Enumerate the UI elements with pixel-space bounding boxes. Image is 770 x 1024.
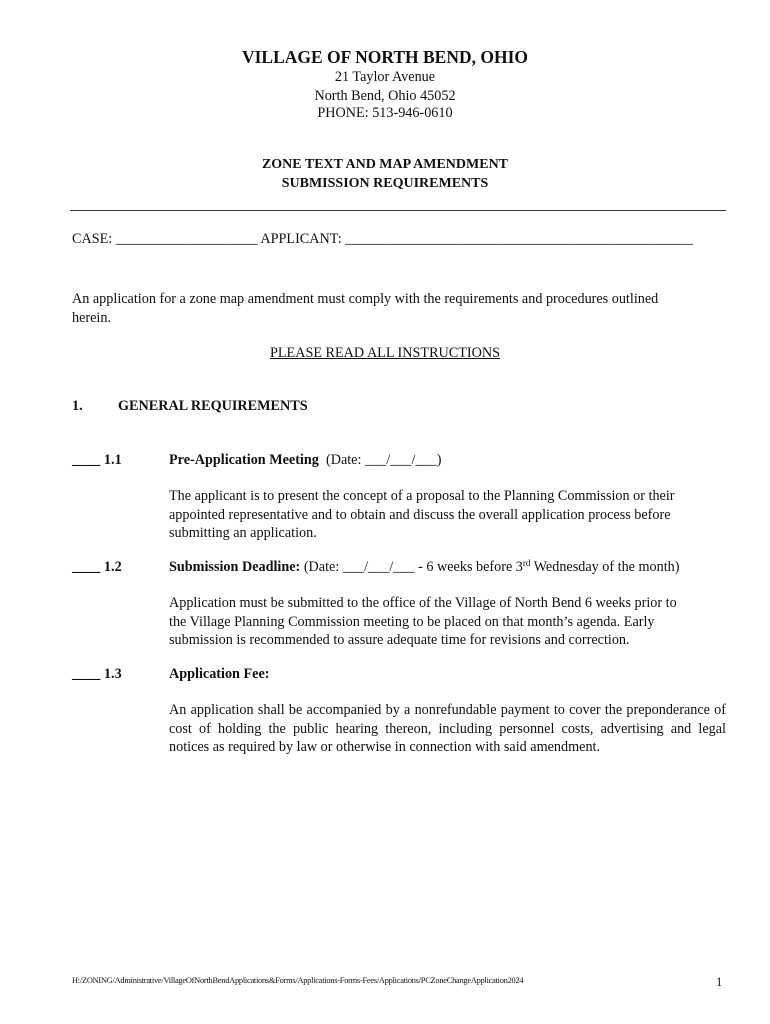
item-date-field: (Date: ___/___/___ - 6 weeks before 3 <box>303 559 523 575</box>
body-line: submitting an application. <box>169 525 317 542</box>
document-title-line1: ZONE TEXT AND MAP AMENDMENT <box>261 157 509 172</box>
body-line: The applicant is to present the concept of a proposal to the Planning Commission or their <box>169 488 675 504</box>
item-number-1-2: ____ 1.2 <box>72 559 122 575</box>
ordinal-suffix: rd <box>522 558 531 568</box>
item-number-1-1: ____ 1.1 <box>72 452 122 468</box>
body-line: appointed representative and to obtain and discuss the overall application process before <box>169 506 671 523</box>
body-line: the Village Planning Commission meeting to be placed on that month’s agenda. Early <box>169 613 655 630</box>
intro-line: herein. <box>72 310 111 326</box>
item-date-field: (Date: ___/___/___) <box>325 452 442 468</box>
instructions-heading <box>0 345 770 362</box>
page-number: 1 <box>716 975 723 989</box>
section-title: GENERAL REQUIREMENTS <box>118 398 308 414</box>
case-applicant-line: CASE: ____________________ APPLICANT: _________________________________________________ <box>72 231 693 247</box>
phone-number: PHONE: 513-946-0610 <box>317 105 453 121</box>
body-line: Application must be submitted to the office of the Village of North Bend 6 weeks prior to <box>169 595 677 611</box>
address-city: North Bend, Ohio 45052 <box>314 88 456 104</box>
address-street: 21 Taylor Avenue <box>334 69 436 85</box>
item-body-1-3: An application shall be accompanied by a nonrefundable payment to cover the preponderance of cost of holding the public hearing thereon, including personnel costs, advertising and legal notices as required by law or otherwise in connection with said amendment. <box>169 702 726 756</box>
footer-file-path: H:/ZONING/Administrative/VillageOfNorthBendApplications&Forms/Applications-Forms-Fees/Applications/PCZoneChangeApplication2024 <box>72 976 524 985</box>
document-title-line2: SUBMISSION REQUIREMENTS <box>281 176 489 191</box>
header-divider <box>70 210 726 211</box>
item-heading-1-1 <box>169 452 441 469</box>
item-title: Submission Deadline: <box>169 559 301 575</box>
item-title: Pre-Application Meeting <box>169 452 319 468</box>
item-number-1-3: ____ 1.3 <box>72 666 122 682</box>
item-heading-1-3 <box>169 666 269 683</box>
item-heading-1-2 <box>169 559 680 576</box>
organization-name: VILLAGE OF NORTH BEND, OHIO <box>241 47 529 67</box>
section-number: 1. <box>72 398 83 414</box>
body-line: submission is recommended to assure adequate time for revisions and correction. <box>169 632 630 649</box>
item-body-1-1 <box>169 487 726 543</box>
item-date-field-end: Wednesday of the month) <box>530 559 680 575</box>
instructions-text: PLEASE READ ALL INSTRUCTIONS <box>269 345 501 361</box>
intro-line: An application for a zone map amendment must comply with the requirements and procedures outlined <box>72 291 659 307</box>
item-title: Application Fee: <box>169 666 270 682</box>
intro-paragraph <box>72 290 658 328</box>
item-body-1-2 <box>169 594 726 650</box>
